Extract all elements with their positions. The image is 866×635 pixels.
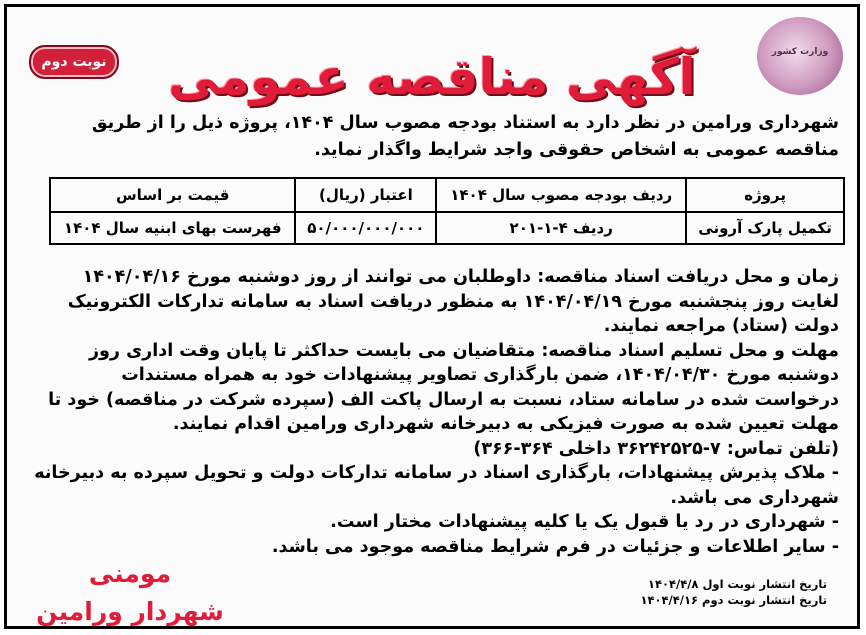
body-paragraph: - شهرداری در رد یا قبول یک یا کلیه پیشنهادات مختار است. (330, 512, 839, 532)
notice-frame (4, 4, 860, 629)
table-cell: تکمیل پارک آرونی (686, 212, 844, 244)
body-paragraph: مهلت و محل تسلیم اسناد مناقصه: متقاضیان می بایست حداکثر تا پایان وقت اداری روز دوشنبه مورخ ۱۴۰۴/۰۴/۳۰، ضمن بارگذاری تصاویر پیشنهادات خود به همراه مستندات درخواست شده در سامانه ستاد، نسبت به ارسال پاکت الف (سپرده شرکت در مناقصه) خود تا مهلت تعیین شده به صورت فیزیکی به دبیرخانه شهرداری ورامین اقدام نمایند. (48, 340, 839, 434)
round-badge: نوبت دوم (29, 45, 119, 79)
table-header-cell: ردیف بودجه مصوب سال ۱۴۰۴ (436, 178, 686, 212)
first-publication-date: تاریخ انتشار نوبت اول ۱۴۰۴/۴/۸ (647, 577, 827, 591)
body-paragraph: (تلفن تماس: ۷-۳۶۲۴۲۵۲۵ داخلی ۳۶۴-۳۶۶) (473, 438, 839, 459)
signature-block (35, 555, 225, 631)
table-row (50, 212, 844, 244)
logo-text: وزارت کشور (771, 47, 829, 57)
notice-body (31, 265, 839, 559)
project-table (49, 177, 845, 245)
body-paragraph: - سایر اطلاعات و جزئیات در فرم شرایط مناقصه موجود می باشد. (271, 536, 839, 557)
table-cell: فهرست بهای ابنیه سال ۱۴۰۴ (50, 212, 295, 244)
table-cell: ۵۰/۰۰۰/۰۰۰/۰۰۰ (295, 212, 436, 244)
body-paragraph: زمان و محل دریافت اسناد مناقصه: داوطلبان می توانند از روز دوشنبه مورخ ۱۴۰۴/۰۴/۱۶ لغایت روز پنجشنبه مورخ ۱۴۰۴/۰۴/۱۹ به منظور دریافت اسناد به سامانه تدارکات الکترونیک دولت (ستاد) مراجعه نمایند. (67, 267, 839, 336)
signature-name: مومنی (88, 559, 172, 588)
second-publication-date: تاریخ انتشار نوبت دوم ۱۴۰۴/۴/۱۶ (640, 593, 827, 607)
table-cell: ردیف ۴-۱-۲۰۱ (436, 212, 686, 244)
signature-role: شهردار ورامین (36, 597, 224, 626)
body-paragraph: - ملاک پذیرش پیشنهادات، بارگذاری اسناد در سامانه تدارکات دولت و تحویل سپرده به دبیرخانه شهرداری می باشد. (34, 463, 839, 508)
intro-paragraph: شهرداری ورامین در نظر دارد به استناد بودجه مصوب سال ۱۴۰۴، پروژه ذیل را از طریق مناقصه عمومی به اشخاص حقوقی واجد شرایط واگذار نماید. (91, 113, 839, 160)
table-header-cell: پروژه (686, 178, 844, 212)
table-header-cell: قیمت بر اساس (50, 178, 295, 212)
notice-title: آگهی مناقصه عمومی (168, 48, 696, 106)
table-header-row (50, 178, 844, 212)
table-header-cell: اعتبار (ریال) (295, 178, 436, 212)
publication-dates (640, 576, 827, 608)
